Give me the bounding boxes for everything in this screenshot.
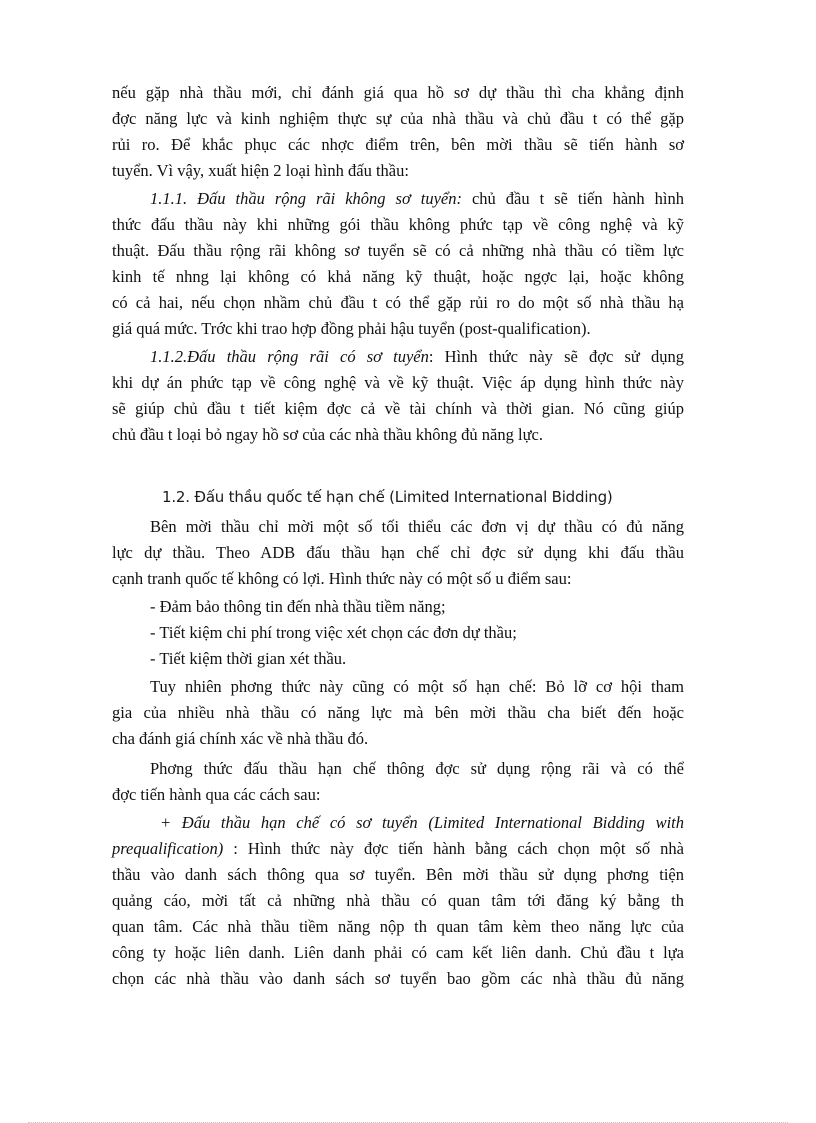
text-line: kinh tế nhng lại không có khả năng kỹ thuật, hoặc ngợc lại, hoặc không (112, 267, 684, 286)
text-line: công ty hoặc liên danh. Liên danh phải có cam kết liên danh. Chủ đầu t lựa (112, 943, 684, 962)
text-line: rủi ro. Để khắc phục các nhợc điểm trên, bên mời thầu sẽ tiến hành sơ (112, 135, 684, 154)
text-line (150, 344, 684, 370)
text-line: khi dự án phức tạp về công nghệ và về kỹ thuật. Việc áp dụng hình thức này (112, 373, 684, 392)
text-line (112, 836, 684, 862)
bullet-item: - Tiết kiệm chi phí trong việc xét chọn các đơn dự thầu; (150, 623, 517, 642)
text-line: thức đấu thầu này khi những gói thầu không phức tạp về công nghệ và kỹ (112, 215, 684, 234)
text-line: gia của nhiều nhà thầu có năng lực mà bên mời thầu cha biết đến hoặc (112, 703, 684, 722)
text-line: cha đánh giá chính xác về nhà thầu đó. (112, 729, 369, 748)
text-run: : Hình thức này đợc tiến hành bằng cách chọn một số nhà (223, 839, 684, 858)
text-line: chủ đầu t loại bỏ ngay hồ sơ của các nhà thầu không đủ năng lực. (112, 425, 543, 444)
bullet-item: - Đảm bảo thông tin đến nhà thầu tiềm năng; (150, 597, 446, 616)
text-line: chọn các nhà thầu vào danh sách sơ tuyển bao gồm các nhà thầu đủ năng (112, 969, 684, 988)
bullet-item: - Tiết kiệm thời gian xét thầu. (150, 649, 347, 668)
subsection-title-cont: prequalification) (112, 839, 224, 858)
text-line: thầu vào danh sách thông qua sơ tuyển. Bên mời thầu sử dụng phơng tiện (112, 865, 684, 884)
text-line: Tuy nhiên phơng thức này cũng có một số hạn chế: Bỏ lỡ cơ hội tham (150, 677, 684, 696)
text-line (150, 186, 684, 212)
text-line: Bên mời thầu chỉ mời một số tối thiểu các đơn vị dự thầu có đủ năng (150, 517, 684, 536)
section-heading: 1.2. Đấu thầu quốc tế hạn chế (Limited International Bidding) (162, 488, 613, 506)
subheading-1-1-2: 1.1.2.Đấu thầu rộng rãi có sơ tuyển (150, 347, 429, 366)
text-run: : Hình thức này sẽ đợc sử dụng (428, 347, 684, 366)
text-line: Phơng thức đấu thầu hạn chế thông đợc sử dụng rộng rãi và có thể (150, 759, 684, 778)
text-line: đợc năng lực và kinh nghiệm thực sự của nhà thầu và chủ đầu t có thể gặp (112, 109, 684, 128)
subheading-1-1-1: 1.1.1. Đấu thầu rộng rãi không sơ tuyển: (150, 189, 462, 208)
text-line: đợc tiến hành qua các cách sau: (112, 785, 321, 804)
text-line: quảng cáo, mời tất cả những nhà thầu có quan tâm tới đăng ký bằng th (112, 891, 684, 910)
text-line: tuyển. Vì vậy, xuất hiện 2 loại hình đấu thầu: (112, 161, 409, 180)
text-line: có cả hai, nếu chọn nhầm chủ đầu t có thể gặp rủi ro do một số nhà thầu hạ (112, 293, 684, 312)
text-line: nếu gặp nhà thầu mới, chỉ đánh giá qua hồ sơ dự thầu thì cha khẳng định (112, 83, 684, 102)
text-line: thuật. Đấu thầu rộng rãi không sơ tuyển sẽ có cả những nhà thầu có tiềm lực (112, 241, 684, 260)
text-line: lực dự thầu. Theo ADB đấu thầu hạn chế chỉ đợc sử dụng khi đấu thầu (112, 543, 684, 562)
text-line: sẽ giúp chủ đầu t tiết kiệm đợc cả về tài chính và thời gian. Nó cũng giúp (112, 399, 684, 418)
subsection-title: + Đấu thầu hạn chế có sơ tuyển (Limited International Bidding with (160, 813, 684, 832)
text-line: giá quá mức. Trớc khi trao hợp đồng phải hậu tuyển (post-qualification). (112, 319, 591, 338)
text-line: cạnh tranh quốc tế không có lợi. Hình thức này có một số u điểm sau: (112, 569, 572, 588)
text-line: quan tâm. Các nhà thầu tiềm năng nộp th quan tâm kèm theo năng lực của (112, 917, 684, 936)
text-run: chủ đầu t sẽ tiến hành hình (461, 189, 684, 208)
